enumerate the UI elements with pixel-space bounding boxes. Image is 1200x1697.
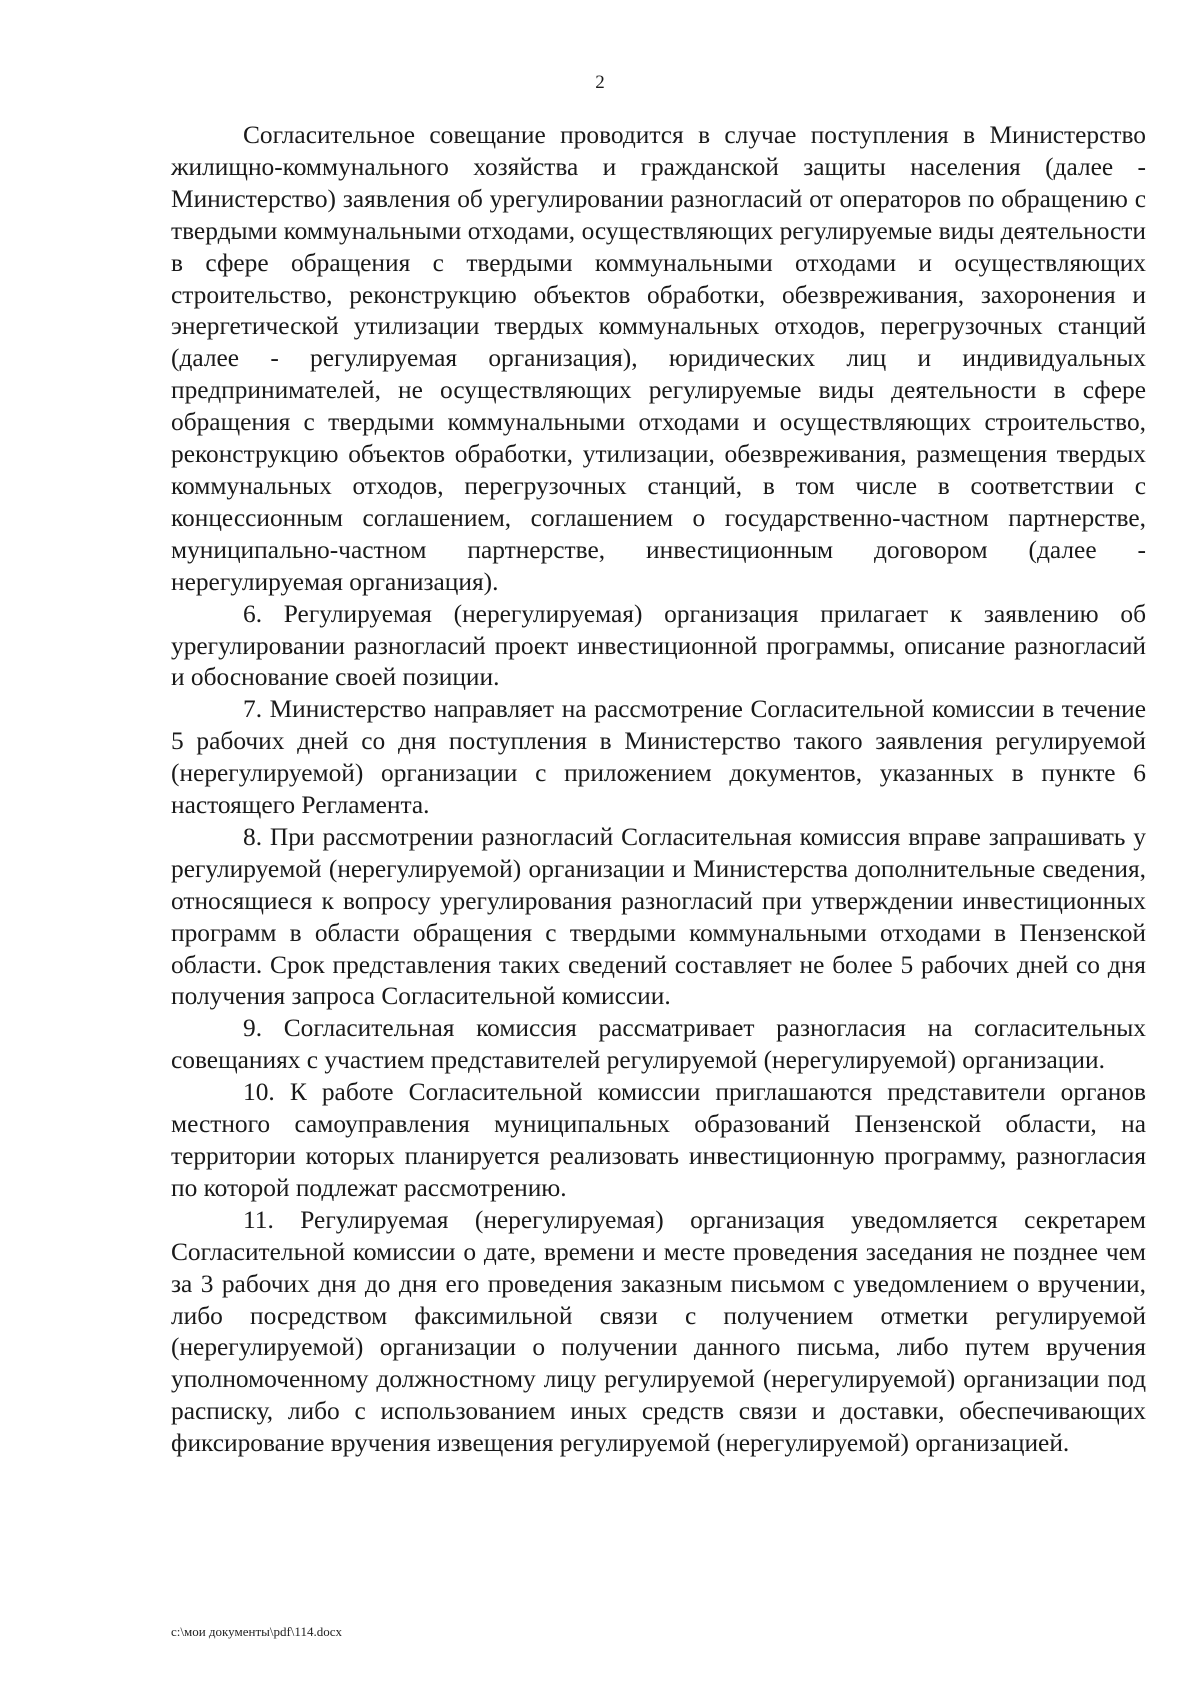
paragraph-11: 11. Регулируемая (нерегулируемая) организация уведомляется секретарем Согласительной комиссии о дате, времени и месте проведения заседания не позднее чем за 3 рабочих дня до дня его проведения заказным письмом с уведомлением о вручении, либо посредством факсимильной связи с получением отметки регулируемой (нерегулируемой) организации о получении данного письма, либо путем вручения уполномоченному должностному лицу регулируемой (нерегулируемой) организации под расписку, либо с использованием иных средств связи и доставки, обеспечивающих фиксирование вручения извещения регулируемой (нерегулируемой) организацией. (171, 1205, 1146, 1458)
page-number: 2 (595, 72, 605, 93)
paragraph-intro: Согласительное совещание проводится в случае поступления в Министерство жилищно-коммунального хозяйства и гражданской защиты населения (далее - Министерство) заявления об урегулировании разногласий от операторов по обращению с твердыми коммунальными отходами, осуществляющих регулируемые виды деятельности в сфере обращения с твердыми коммунальными отходами и осуществляющих строительство, реконструкцию объектов обработки, обезвреживания, захоронения и энергетической утилизации твердых коммунальных отходов, перегрузочных станций (далее - регулируемая организация), юридических лиц и индивидуальных предпринимателей, не осуществляющих регулируемые виды деятельности в сфере обращения с твердыми коммунальными отходами и осуществляющих строительство, реконструкцию объектов обработки, утилизации, обезвреживания, размещения твердых коммунальных отходов, перегрузочных станций, в том числе в соответствии с концессионным соглашением, соглашением о государственно-частном партнерстве, муниципально-частном партнерстве, инвестиционным договором (далее - нерегулируемая организация). (171, 121, 1146, 596)
paragraph-7: 7. Министерство направляет на рассмотрение Согласительной комиссии в течение 5 рабочих дней со дня поступления в Министерство такого заявления регулируемой (нерегулируемой) организации с приложением документов, указанных в пункте 6 настоящего Регламента. (171, 695, 1146, 820)
document-body (171, 120, 1146, 1460)
file-path-footer: c:\мои документы\pdf\114.docx (171, 1624, 342, 1639)
paragraph-6: 6. Регулируемая (нерегулируемая) организация прилагает к заявлению об урегулировании разногласий проект инвестиционной программы, описание разногласий и обоснование своей позиции. (171, 599, 1146, 692)
paragraph-10: 10. К работе Согласительной комиссии приглашаются представители органов местного самоуправления муниципальных образований Пензенской области, на территории которых планируется реализовать инвестиционную программу, разногласия по которой подлежат рассмотрению. (171, 1078, 1146, 1202)
paragraph-8: 8. При рассмотрении разногласий Согласительная комиссия вправе запрашивать у регулируемой (нерегулируемой) организации и Министерства дополнительные сведения, относящиеся к вопросу урегулирования разногласий при утверждении инвестиционных программ в области обращения с твердыми коммунальными отходами в Пензенской области. Срок представления таких сведений составляет не более 5 рабочих дней со дня получения запроса Согласительной комиссии. (171, 822, 1146, 1011)
paragraph-9: 9. Согласительная комиссия рассматривает разногласия на согласительных совещаниях с участием представителей регулируемой (нерегулируемой) организации. (171, 1014, 1146, 1075)
